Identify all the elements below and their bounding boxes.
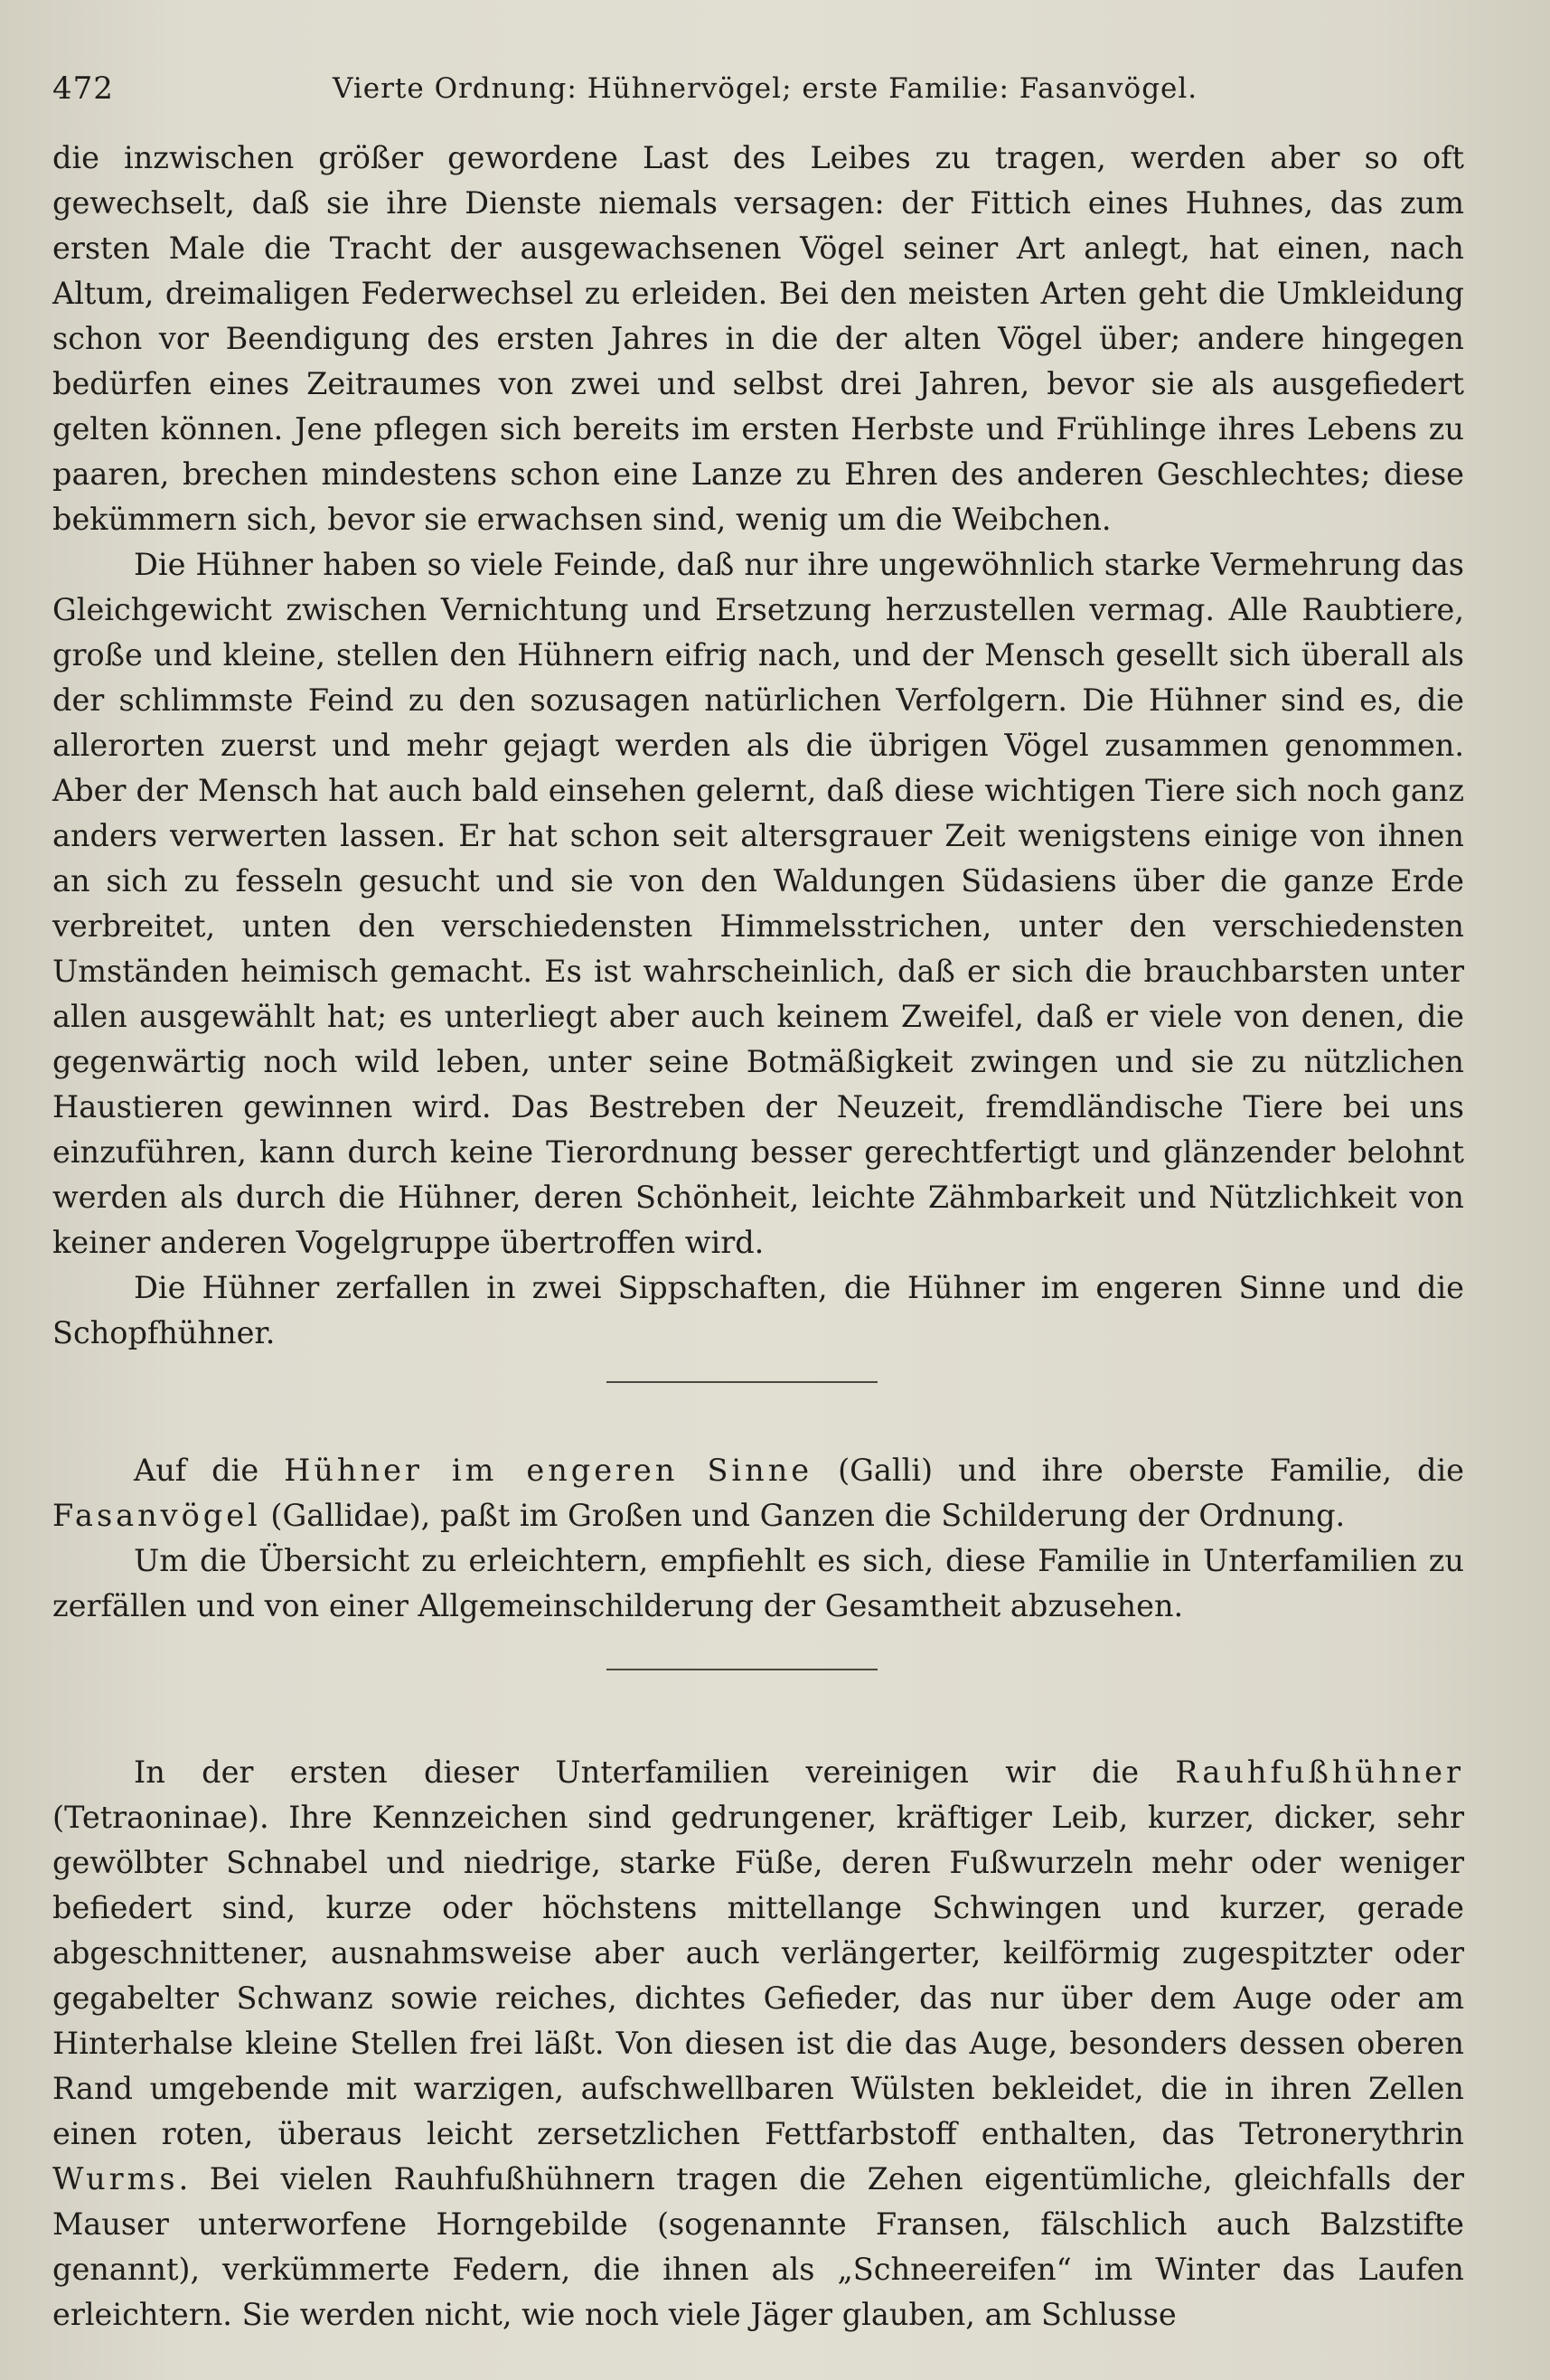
paragraph: die inzwischen größer gewordene Last des Leibes zu tragen, werden aber so oft gewechselt, daß sie ihre Dienste niemals versagen: der Fittich eines Huhnes, das zum ersten Male die Tracht der ausgewachsenen Vögel seiner Art anlegt, hat einen, nach Altum, dreimaligen Federwechsel zu erleiden. Bei den meisten Arten geht die Umkleidung schon vor Beendigung des ersten Jahres in die der alten Vögel über; andere hingegen bedürfen eines Zeitraumes von zwei und selbst drei Jahren, bevor sie als ausgefiedert gelten können. Jene pflegen sich bereits im ersten Herbste und Frühlinge ihres Lebens zu paaren, brechen mindestens schon eine Lanze zu Ehren des anderen Geschlechtes; diese bekümmern sich, bevor sie erwachsen sind, wenig um die Weibchen. [52, 140, 1464, 537]
text-run: (Gallidae), paßt im Großen und Ganzen die Schilderung der Ordnung. [260, 1498, 1346, 1533]
page-number: 472 [52, 71, 114, 107]
section-divider [606, 1669, 878, 1670]
paragraph: Um die Übersicht zu erleichtern, empfiehlt es sich, diese Familie in Unterfamilien zu zerfällen und von einer Allgemeinschilderung der Gesamtheit abzusehen. [52, 1543, 1464, 1623]
text-run: (Tetraoninae). Ihre Kennzeichen sind gedrungener, kräftiger Leib, kurzer, dicker, sehr gewölbter Schnabel und niedrige, starke Füße, deren Fußwurzeln mehr oder weniger befiedert sind, kurze oder höchstens mittellange Schwingen und kurzer, gerade abgeschnittener, ausnahmsweise aber auch verlängerter, keilförmig zugespitzter oder gegabelter Schwanz sowie reiches, dichtes Gefieder, das nur über dem Auge oder am Hinterhalse kleine Stellen frei läßt. Von diesen ist die das Auge, besonders dessen oberen Rand umgebende mit warzigen, aufschwellbaren Wülsten bekleidet, die in ihren Zellen einen roten, überaus leicht zersetzlichen Fettfarbstoff enthalten, das Tetronerythrin [52, 1800, 1464, 2151]
text-run: Auf die [134, 1453, 285, 1488]
running-head: Vierte Ordnung: Hühnervögel; erste Familie: Fasanvögel. [333, 72, 1198, 105]
paragraph: Die Hühner haben so viele Feinde, daß nur ihre ungewöhnlich starke Vermehrung das Gleichgewicht zwischen Vernichtung und Ersetzung herzustellen vermag. Alle Raubtiere, große und kleine, stellen den Hühnern eifrig nach, und der Mensch gesellt sich überall als der schlimmste Feind zu den sozusagen natürlichen Verfolgern. Die Hühner sind es, die allerorten zuerst und mehr gejagt werden als die übrigen Vögel zusammen genommen. Aber der Mensch hat auch bald einsehen gelernt, daß diese wichtigen Tiere sich noch ganz anders verwerten lassen. Er hat schon seit altersgrauer Zeit wenigstens einige von ihnen an sich zu fesseln gesucht und sie von den Waldungen Südasiens über die ganze Erde verbreitet, unten den verschiedensten Himmelsstrichen, unter den verschiedensten Umständen heimisch gemacht. Es ist wahrscheinlich, daß er sich die brauchbarsten unter allen ausgewählt hat; es unterliegt aber auch keinem Zweifel, daß er viele von denen, die gegenwärtig noch wild leben, unter seine Botmäßigkeit zwingen und sie zu nützlichen Haustieren gewinnen wird. Das Bestreben der Neuzeit, fremdländische Tiere bei uns einzuführen, kann durch keine Tierordnung besser gerechtfertigt und glänzender belohnt werden als durch die Hühner, deren Schönheit, leichte Zähmbarkeit und Nützlichkeit von keiner anderen Vogelgruppe übertroffen wird. [52, 547, 1464, 1260]
section-divider [606, 1381, 878, 1383]
page-header [52, 71, 1462, 110]
paragraph: Die Hühner zerfallen in zwei Sippschaften, die Hühner im engeren Sinne und die Schopfhühner. [52, 1270, 1464, 1350]
text-run: . Bei vielen Rauhfußhühnern tragen die Zehen eigentümliche, gleichfalls der Mauser unterworfene Horngebilde (sogenannte Fransen, fälschlich auch Balzstifte genannt), verkümmerte Federn, die ihnen als „Schneereifen“ im Winter das Laufen erleichtern. Sie werden nicht, wie noch viele Jäger glauben, am Schlusse [52, 2161, 1464, 2332]
paragraph [52, 1448, 1464, 1538]
paragraph [52, 1750, 1464, 2338]
page-body [52, 136, 1464, 2338]
spaced-term: Hühner im engeren Sinne [284, 1453, 813, 1488]
text-run: In der ersten dieser Unterfamilien vereinigen wir die [134, 1754, 1176, 1790]
spaced-term: Wurms [52, 2161, 179, 2197]
spaced-term: Rauhfußhühner [1175, 1754, 1464, 1790]
text-run: (Galli) und ihre oberste Familie, die [813, 1453, 1465, 1488]
spaced-term: Fasanvögel [52, 1498, 261, 1533]
